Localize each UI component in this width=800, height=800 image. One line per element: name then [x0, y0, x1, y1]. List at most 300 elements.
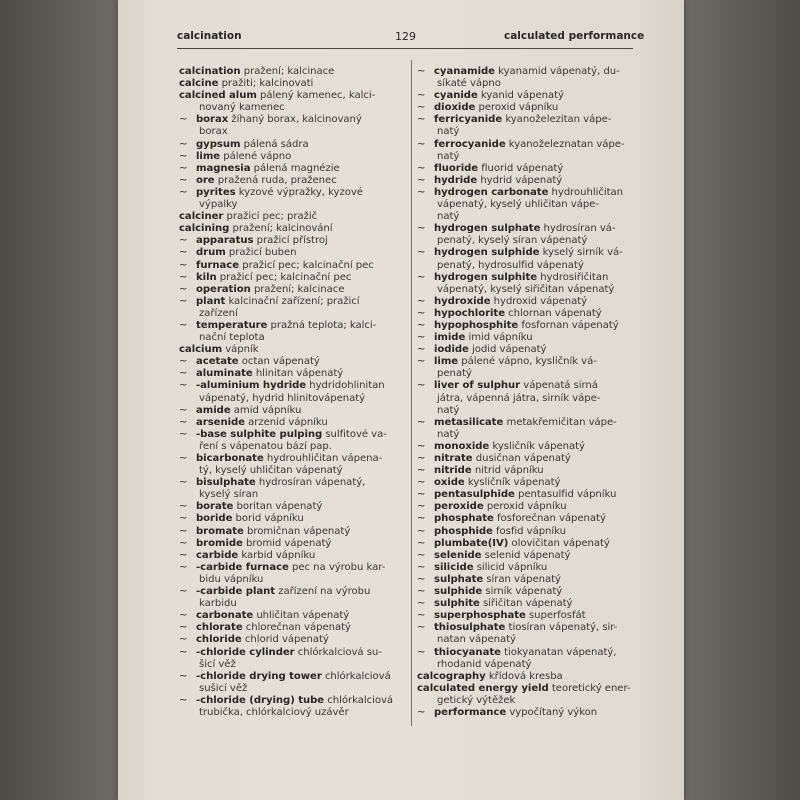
translation: rhodanid vápenatý	[437, 658, 532, 670]
translation: játra, vápenná játra, sirník vápe-	[437, 392, 601, 404]
tilde-icon: ~	[179, 186, 188, 198]
headword: bisulphate	[196, 477, 256, 489]
headword: operation	[196, 283, 251, 295]
dictionary-entry	[417, 429, 637, 441]
headword: drum	[196, 247, 226, 259]
headword: thiocyanate	[434, 646, 501, 658]
dictionary-entry	[417, 671, 637, 683]
dictionary-entry	[179, 707, 407, 719]
tilde-icon: ~	[179, 368, 188, 380]
tilde-icon: ~	[179, 235, 188, 247]
dictionary-entry	[417, 622, 637, 634]
tilde-icon: ~	[417, 489, 426, 501]
translation: pražicí pec; kalcinační pec	[242, 259, 374, 271]
headword: calcination	[179, 66, 241, 77]
translation: kysličník vápenatý	[492, 440, 585, 452]
headword: chlorate	[196, 622, 243, 634]
dictionary-entry	[417, 139, 637, 151]
tilde-icon: ~	[179, 404, 188, 416]
dictionary-entry	[417, 175, 637, 187]
headword: monoxide	[434, 440, 490, 452]
tilde-icon: ~	[417, 186, 426, 198]
headword: -chloride (drying) tube	[196, 694, 325, 706]
dictionary-entry	[179, 211, 407, 223]
headword: -base sulphite pulping	[196, 428, 323, 440]
translation: peroxid vápníku	[486, 501, 567, 513]
tilde-icon: ~	[417, 513, 426, 525]
translation: pražicí přístroj	[256, 235, 328, 247]
translation: jodid vápenatý	[472, 344, 547, 356]
translation: fosfornan vápenatý	[521, 319, 619, 331]
tilde-icon: ~	[179, 283, 188, 295]
tilde-icon: ~	[417, 356, 426, 368]
headword: bicarbonate	[196, 453, 264, 464]
dictionary-entry	[417, 695, 637, 707]
dictionary-entry	[179, 332, 407, 344]
headword: plumbate(IV)	[434, 537, 509, 549]
headword: pyrites	[196, 186, 236, 198]
translation: hydrosíran vápenatý,	[258, 477, 366, 489]
translation: hydrid vápenatý	[480, 174, 563, 186]
translation: žíhaný borax, kalcinovaný	[231, 114, 362, 126]
headword: selenide	[434, 549, 482, 561]
tilde-icon: ~	[417, 114, 426, 126]
tilde-icon: ~	[417, 138, 426, 150]
translation: pec na výrobu kar-	[292, 561, 386, 573]
dictionary-entry	[179, 465, 407, 477]
tilde-icon: ~	[417, 307, 426, 319]
tilde-icon: ~	[179, 138, 188, 150]
dictionary-entry	[179, 634, 407, 646]
translation: dusičnan vápenatý	[475, 453, 571, 464]
headword: boride	[196, 513, 233, 525]
dictionary-entry	[417, 199, 637, 211]
dictionary-entry	[179, 562, 407, 574]
headword: furnace	[196, 259, 240, 271]
dictionary-entry	[179, 102, 407, 114]
tilde-icon: ~	[179, 247, 188, 259]
dictionary-entry	[417, 634, 637, 646]
dictionary-entry	[417, 683, 637, 695]
translation: vápník	[225, 344, 259, 356]
translation: pálené vápno	[223, 150, 292, 162]
dictionary-entry	[417, 102, 637, 114]
dictionary-entry	[417, 66, 637, 78]
dictionary-entry	[179, 139, 407, 151]
translation: natý	[437, 404, 460, 416]
tilde-icon: ~	[417, 162, 426, 174]
dictionary-entry	[417, 223, 637, 235]
tilde-icon: ~	[417, 573, 426, 585]
translation: hlinitan vápenatý	[255, 368, 344, 380]
translation: fosforečnan vápenatý	[496, 513, 606, 525]
headword: hydrogen sulphate	[434, 223, 541, 235]
headword: sulphide	[434, 586, 483, 598]
headword: sulphite	[434, 598, 480, 610]
tilde-icon: ~	[417, 537, 426, 549]
dictionary-entry	[417, 453, 637, 465]
headword: calcined alum	[179, 90, 257, 102]
tilde-icon: ~	[417, 295, 426, 307]
dictionary-entry	[179, 320, 407, 332]
translation: uhličitan vápenatý	[256, 610, 350, 622]
tilde-icon: ~	[417, 319, 426, 331]
dictionary-entry	[179, 622, 407, 634]
headword: hydroxide	[434, 295, 491, 307]
dictionary-entry	[417, 526, 637, 538]
dictionary-entry	[179, 501, 407, 513]
tilde-icon: ~	[179, 670, 188, 682]
tilde-icon: ~	[417, 465, 426, 477]
translation: pražení; kalcinování	[232, 223, 333, 235]
translation: kyanoželeznatan vápe-	[508, 138, 625, 150]
translation: kyzové výpražky, kyzové	[238, 186, 363, 198]
tilde-icon: ~	[179, 174, 188, 186]
tilde-icon: ~	[417, 174, 426, 186]
headword: carbide	[196, 549, 239, 561]
translation: natý	[437, 126, 460, 138]
translation: pražicí buben	[228, 247, 297, 259]
tilde-icon: ~	[417, 344, 426, 356]
tilde-icon: ~	[179, 271, 188, 283]
headword: oxide	[434, 477, 465, 489]
tilde-icon: ~	[179, 561, 188, 573]
dictionary-entry	[417, 586, 637, 598]
headword: liver of sulphur	[434, 380, 521, 392]
translation: novaný kamenec	[199, 102, 285, 114]
headword: -carbide plant	[196, 586, 276, 598]
dictionary-entry	[179, 453, 407, 465]
translation: hydrouhličitan vápena-	[266, 453, 383, 464]
translation: chlórkalciová su-	[297, 646, 382, 658]
dictionary-entry	[417, 598, 637, 610]
tilde-icon: ~	[179, 634, 188, 646]
dictionary-entry	[179, 513, 407, 525]
dictionary-entry	[417, 380, 637, 392]
translation: pálená sádra	[243, 138, 309, 150]
dictionary-entry	[179, 187, 407, 199]
translation: getický výtěžek	[437, 694, 516, 706]
tilde-icon: ~	[179, 694, 188, 706]
tilde-icon: ~	[417, 561, 426, 573]
running-head-left: calcination	[177, 30, 242, 42]
dictionary-entry	[179, 380, 407, 392]
tilde-icon: ~	[179, 380, 188, 392]
tilde-icon: ~	[179, 150, 188, 162]
headword: hypophosphite	[434, 319, 519, 331]
headword: peroxide	[434, 501, 484, 513]
translation: metakřemičitan vápe-	[506, 416, 617, 428]
translation: výpalky	[199, 199, 238, 211]
headword: hypochlorite	[434, 307, 505, 319]
tilde-icon: ~	[417, 247, 426, 259]
dictionary-entry	[179, 199, 407, 211]
translation: pražicí pec; kalcinační pec	[219, 271, 352, 283]
translation: hydrosíran vá-	[543, 223, 616, 235]
headword: lime	[196, 150, 221, 162]
translation: imid vápníku	[468, 332, 533, 344]
tilde-icon: ~	[179, 162, 188, 174]
translation: natý	[437, 150, 460, 162]
dictionary-entry	[417, 465, 637, 477]
headword: acetate	[196, 356, 239, 368]
dictionary-entry	[417, 78, 637, 90]
dictionary-entry	[417, 332, 637, 344]
dictionary-entry	[179, 441, 407, 453]
tilde-icon: ~	[179, 646, 188, 658]
translation: nitrid vápníku	[474, 465, 544, 477]
headword: metasilicate	[434, 416, 504, 428]
tilde-icon: ~	[179, 319, 188, 331]
translation: kyanid vápenatý	[480, 90, 564, 102]
dictionary-entry	[179, 163, 407, 175]
headword: calciner	[179, 211, 224, 223]
dictionary-entry	[417, 707, 637, 719]
headword: sulphate	[434, 573, 484, 585]
translation: chlorečnan vápenatý	[245, 622, 351, 634]
tilde-icon: ~	[179, 549, 188, 561]
tilde-icon: ~	[417, 477, 426, 489]
translation: trubička, chlórkalciový uzávěr	[199, 706, 349, 718]
tilde-icon: ~	[417, 90, 426, 102]
translation: kyanamid vápenatý, du-	[498, 66, 620, 77]
translation: chlórkalciová	[327, 694, 394, 706]
dictionary-entry	[179, 429, 407, 441]
translation: hydridohlinitan	[309, 380, 385, 392]
dictionary-entry	[417, 647, 637, 659]
headword: calcining	[179, 223, 230, 235]
headword: hydrogen carbonate	[434, 186, 549, 198]
translation: natan vápenatý	[437, 634, 516, 646]
translation: vápenatá sirná	[523, 380, 598, 392]
tilde-icon: ~	[417, 380, 426, 392]
tilde-icon: ~	[417, 598, 426, 610]
tilde-icon: ~	[179, 416, 188, 428]
translation: bidu vápníku	[199, 573, 264, 585]
translation: pálené vápno, kysličník vá-	[461, 356, 597, 368]
translation: vápenatý, kyselý uhličitan vápe-	[437, 199, 599, 211]
dictionary-entry	[179, 344, 407, 356]
headword: phosphate	[434, 513, 494, 525]
translation: hydrosiřičitan	[540, 271, 609, 283]
translation: natý	[437, 428, 460, 440]
translation: natý	[437, 211, 460, 223]
translation: zařízení	[199, 307, 238, 319]
dictionary-entry	[179, 477, 407, 489]
headword: temperature	[196, 319, 268, 331]
translation: bromičnan vápenatý	[246, 525, 351, 537]
tilde-icon: ~	[417, 501, 426, 513]
page-number: 129	[395, 30, 416, 43]
dictionary-entry	[179, 695, 407, 707]
headword: -chloride cylinder	[196, 646, 295, 658]
headword: borax	[196, 114, 229, 126]
translation: sulfitové va-	[325, 428, 387, 440]
tilde-icon: ~	[417, 453, 426, 464]
tilde-icon: ~	[417, 646, 426, 658]
dictionary-entry	[417, 163, 637, 175]
headword: performance	[434, 706, 507, 718]
headword: superphosphate	[434, 610, 526, 622]
translation: tiokyanatan vápenatý,	[504, 646, 617, 658]
dictionary-entry	[179, 126, 407, 138]
headword: -carbide furnace	[196, 561, 289, 573]
translation: olovičitan vápenatý	[511, 537, 610, 549]
translation: ření s vápenatou bází pap.	[199, 440, 332, 452]
translation: šicí věž	[199, 658, 236, 670]
headword: calcography	[417, 670, 486, 682]
dictionary-entry	[179, 538, 407, 550]
headword: phosphide	[434, 525, 493, 537]
tilde-icon: ~	[417, 586, 426, 598]
translation: pražicí pec; pražič	[226, 211, 318, 223]
headword: cyanide	[434, 90, 478, 102]
translation: peroxid vápníku	[478, 102, 559, 114]
tilde-icon: ~	[179, 610, 188, 622]
tilde-icon: ~	[417, 610, 426, 622]
tilde-icon: ~	[179, 501, 188, 513]
headword: fluoride	[434, 162, 479, 174]
tilde-icon: ~	[179, 513, 188, 525]
translation: penatý, kyselý síran vápenatý	[437, 235, 588, 247]
headword: hydride	[434, 174, 478, 186]
dictionary-entry	[417, 260, 637, 272]
dictionary-entry	[417, 513, 637, 525]
translation: fluorid vápenatý	[481, 162, 564, 174]
tilde-icon: ~	[417, 525, 426, 537]
dictionary-entry	[179, 598, 407, 610]
headword: amide	[196, 404, 231, 416]
dictionary-entry	[179, 356, 407, 368]
running-head-right: calculated performance	[504, 30, 645, 42]
dictionary-entry	[179, 151, 407, 163]
column-divider	[411, 60, 412, 726]
dictionary-entry	[417, 308, 637, 320]
translation: kyselý síran	[199, 489, 259, 501]
tilde-icon: ~	[179, 477, 188, 489]
headword: ore	[196, 174, 215, 186]
tilde-icon: ~	[179, 356, 188, 368]
tilde-icon: ~	[417, 66, 426, 77]
tilde-icon: ~	[179, 525, 188, 537]
dictionary-entry	[417, 393, 637, 405]
headword: lime	[434, 356, 459, 368]
translation: sirník vápenatý	[485, 586, 563, 598]
dictionary-entry	[417, 441, 637, 453]
translation: chlornan vápenatý	[508, 307, 602, 319]
headword: calcium	[179, 344, 223, 356]
dictionary-entry	[179, 647, 407, 659]
tilde-icon: ~	[417, 440, 426, 452]
translation: pentasulfid vápníku	[518, 489, 617, 501]
dictionary-entry	[417, 574, 637, 586]
tilde-icon: ~	[179, 586, 188, 598]
translation: tiosíran vápenatý, sir-	[508, 622, 618, 634]
dictionary-entry	[417, 151, 637, 163]
dictionary-entry	[179, 296, 407, 308]
dictionary-entry	[417, 610, 637, 622]
headword: nitrate	[434, 453, 473, 464]
tilde-icon: ~	[417, 706, 426, 718]
tilde-icon: ~	[179, 295, 188, 307]
dictionary-entry	[417, 187, 637, 199]
translation: borid vápníku	[235, 513, 304, 525]
tilde-icon: ~	[417, 332, 426, 344]
translation: hydroxid vápenatý	[493, 295, 588, 307]
translation: pražiti; kalcinovati	[221, 78, 314, 90]
dictionary-entry	[179, 393, 407, 405]
dictionary-entry	[417, 235, 637, 247]
translation: tý, kyselý uhličitan vápenatý	[199, 465, 343, 477]
headword: hydrogen sulphide	[434, 247, 540, 259]
tilde-icon: ~	[179, 428, 188, 440]
dictionary-entry	[179, 90, 407, 102]
translation: hydrouhličitan	[551, 186, 624, 198]
dictionary-entry	[417, 417, 637, 429]
dictionary-entry	[179, 114, 407, 126]
dictionary-entry	[179, 586, 407, 598]
headword: plant	[196, 295, 226, 307]
headword: arsenide	[196, 416, 245, 428]
translation: kysličník vápenatý	[467, 477, 561, 489]
tilde-icon: ~	[179, 622, 188, 634]
headword: chloride	[196, 634, 242, 646]
headword: aluminate	[196, 368, 253, 380]
tilde-icon: ~	[417, 102, 426, 114]
headword: apparatus	[196, 235, 254, 247]
translation: nační teplota	[199, 332, 265, 344]
translation: silicid vápníku	[476, 561, 548, 573]
dictionary-entry	[179, 308, 407, 320]
translation: penatý, hydrosulfid vápenatý	[437, 259, 584, 271]
translation: karbidu	[199, 598, 237, 610]
translation: penatý	[437, 368, 472, 380]
tilde-icon: ~	[179, 453, 188, 464]
dictionary-entry	[417, 659, 637, 671]
translation: chlorid vápenatý	[244, 634, 329, 646]
translation: octan vápenatý	[241, 356, 320, 368]
left-column	[179, 66, 407, 719]
headword: pentasulphide	[434, 489, 515, 501]
tilde-icon: ~	[179, 537, 188, 549]
dictionary-entry	[179, 574, 407, 586]
headword: carbonate	[196, 610, 254, 622]
headword: nitride	[434, 465, 472, 477]
tilde-icon: ~	[417, 223, 426, 235]
translation: pražení; kalcinace	[253, 283, 345, 295]
dictionary-entry	[179, 659, 407, 671]
dictionary-entry	[417, 272, 637, 284]
headword: imide	[434, 332, 466, 344]
headword: cyanamide	[434, 66, 495, 77]
dictionary-entry	[179, 417, 407, 429]
translation: siřičitan vápenatý	[482, 598, 573, 610]
headword: borate	[196, 501, 234, 513]
translation: kyanoželezitan vápe-	[505, 114, 612, 126]
translation: pražená ruda, praženec	[217, 174, 337, 186]
headword: thiosulphate	[434, 622, 506, 634]
dictionary-entry	[179, 683, 407, 695]
headword: silicide	[434, 561, 474, 573]
dictionary-entry	[179, 223, 407, 235]
right-column	[417, 66, 637, 719]
headword: hydrogen sulphite	[434, 271, 538, 283]
dictionary-entry	[179, 610, 407, 622]
translation: pražná teplota; kalci-	[270, 319, 377, 331]
translation: vápenatý, kyselý siřičitan vápenatý	[437, 283, 615, 295]
dictionary-entry	[417, 368, 637, 380]
dictionary-entry	[417, 477, 637, 489]
